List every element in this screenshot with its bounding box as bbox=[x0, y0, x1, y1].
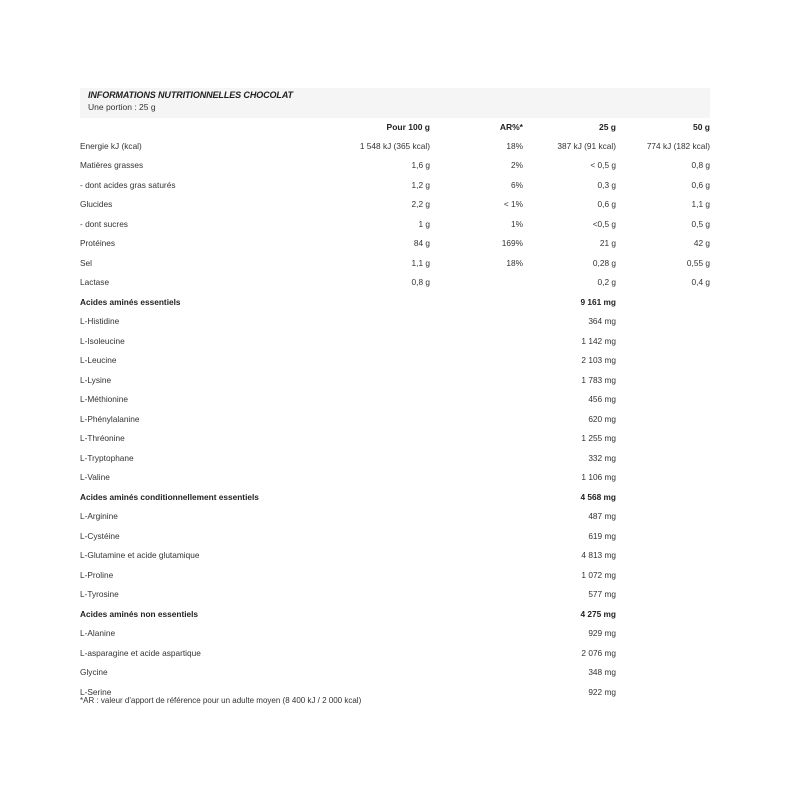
row-label: Sel bbox=[80, 257, 92, 268]
cell-ar: 1% bbox=[511, 218, 523, 229]
cell-ar: 2% bbox=[511, 160, 523, 171]
cell-50g bbox=[616, 565, 710, 585]
table-row bbox=[80, 624, 710, 644]
cell-25g: 577 mg bbox=[588, 589, 616, 600]
table-row bbox=[80, 175, 710, 195]
table-row bbox=[80, 331, 710, 351]
table-row bbox=[80, 468, 710, 488]
cell-ar: < 1% bbox=[503, 199, 523, 210]
cell-25g: 0,3 g bbox=[597, 179, 616, 190]
cell-25g: 1 106 mg bbox=[581, 472, 616, 483]
cell-50g bbox=[616, 507, 710, 527]
cell-per100 bbox=[345, 390, 430, 410]
cell-per100 bbox=[345, 468, 430, 488]
cell-50g bbox=[616, 663, 710, 683]
section-row bbox=[80, 292, 710, 312]
cell-ar bbox=[430, 663, 523, 683]
table-row bbox=[80, 585, 710, 605]
cell-ar bbox=[430, 409, 523, 429]
cell-25g: 0,6 g bbox=[597, 199, 616, 210]
row-label: L-Phénylalanine bbox=[80, 413, 140, 424]
cell-per100 bbox=[345, 370, 430, 390]
cell-50g bbox=[616, 624, 710, 644]
cell-50g bbox=[616, 526, 710, 546]
cell-per100: 1 g bbox=[418, 218, 430, 229]
cell-ar bbox=[430, 351, 523, 371]
cell-per100 bbox=[345, 409, 430, 429]
table-row bbox=[80, 507, 710, 527]
cell-ar bbox=[430, 292, 523, 312]
table-row bbox=[80, 370, 710, 390]
cell-per100 bbox=[345, 487, 430, 507]
column-header-50g: 50 g bbox=[692, 122, 710, 132]
cell-25g: 0,2 g bbox=[597, 277, 616, 288]
cell-50g bbox=[616, 429, 710, 449]
cell-25g: 1 255 mg bbox=[581, 433, 616, 444]
nutrition-table bbox=[80, 118, 710, 702]
cell-ar bbox=[430, 585, 523, 605]
cell-per100 bbox=[345, 663, 430, 683]
cell-per100 bbox=[345, 643, 430, 663]
column-header-25g: 25 g bbox=[598, 122, 616, 132]
cell-ar bbox=[430, 331, 523, 351]
row-label: L-Proline bbox=[80, 569, 114, 580]
cell-ar: 169% bbox=[501, 238, 523, 249]
table-row bbox=[80, 195, 710, 215]
row-label: L-Isoleucine bbox=[80, 335, 125, 346]
cell-ar bbox=[430, 312, 523, 332]
cell-50g bbox=[616, 331, 710, 351]
table-row bbox=[80, 351, 710, 371]
cell-ar bbox=[430, 624, 523, 644]
cell-50g bbox=[616, 585, 710, 605]
cell-ar bbox=[430, 468, 523, 488]
cell-per100 bbox=[345, 448, 430, 468]
cell-per100 bbox=[345, 565, 430, 585]
cell-50g bbox=[616, 312, 710, 332]
row-label: Glucides bbox=[80, 199, 113, 210]
cell-ar bbox=[430, 370, 523, 390]
cell-25g: 922 mg bbox=[588, 686, 616, 697]
column-header-label bbox=[80, 118, 345, 136]
cell-50g bbox=[616, 292, 710, 312]
cell-50g: 0,5 g bbox=[691, 218, 710, 229]
row-label: Acides aminés non essentiels bbox=[80, 608, 199, 619]
row-label: L-Méthionine bbox=[80, 394, 128, 405]
cell-25g: 9 161 mg bbox=[580, 296, 616, 307]
cell-25g: 1 783 mg bbox=[581, 374, 616, 385]
row-label: L-Tyrosine bbox=[80, 589, 119, 600]
cell-50g bbox=[616, 487, 710, 507]
table-title: INFORMATIONS NUTRITIONNELLES CHOCOLAT bbox=[88, 90, 293, 100]
cell-25g: 332 mg bbox=[588, 452, 616, 463]
cell-50g bbox=[616, 643, 710, 663]
cell-25g: 364 mg bbox=[588, 316, 616, 327]
row-label: L-Valine bbox=[80, 472, 110, 483]
table-row bbox=[80, 663, 710, 683]
table-body bbox=[80, 136, 710, 702]
cell-ar bbox=[430, 390, 523, 410]
serving-size: Une portion : 25 g bbox=[88, 102, 156, 112]
cell-per100: 1,2 g bbox=[411, 179, 430, 190]
cell-per100 bbox=[345, 585, 430, 605]
row-label: L-asparagine et acide aspartique bbox=[80, 647, 201, 658]
cell-50g bbox=[616, 546, 710, 566]
cell-per100 bbox=[345, 312, 430, 332]
row-label: L-Alanine bbox=[80, 628, 116, 639]
cell-25g: 1 072 mg bbox=[581, 569, 616, 580]
cell-ar bbox=[430, 487, 523, 507]
row-label: - dont sucres bbox=[80, 218, 128, 229]
cell-25g: 4 275 mg bbox=[580, 608, 616, 619]
cell-25g: 2 103 mg bbox=[581, 355, 616, 366]
table-header-band bbox=[80, 88, 710, 118]
cell-ar bbox=[430, 604, 523, 624]
cell-per100 bbox=[345, 331, 430, 351]
cell-ar bbox=[430, 429, 523, 449]
cell-ar bbox=[430, 526, 523, 546]
cell-per100: 2,2 g bbox=[411, 199, 430, 210]
cell-per100: 1,1 g bbox=[411, 257, 430, 268]
cell-50g bbox=[616, 682, 710, 702]
cell-25g: 456 mg bbox=[588, 394, 616, 405]
cell-ar bbox=[430, 643, 523, 663]
cell-50g: 0,6 g bbox=[691, 179, 710, 190]
cell-50g bbox=[616, 468, 710, 488]
cell-25g: < 0,5 g bbox=[590, 160, 616, 171]
row-label: Protéines bbox=[80, 238, 116, 249]
row-label: L-Histidine bbox=[80, 316, 120, 327]
cell-ar bbox=[430, 546, 523, 566]
cell-per100 bbox=[345, 526, 430, 546]
cell-50g bbox=[616, 409, 710, 429]
cell-25g: 21 g bbox=[599, 238, 616, 249]
cell-ar bbox=[430, 448, 523, 468]
row-label: Acides aminés essentiels bbox=[80, 296, 181, 307]
row-label: L-Leucine bbox=[80, 355, 117, 366]
table-row bbox=[80, 429, 710, 449]
cell-25g: 619 mg bbox=[588, 530, 616, 541]
row-label: Energie kJ (kcal) bbox=[80, 140, 142, 151]
cell-25g: 620 mg bbox=[588, 413, 616, 424]
footnote: *AR : valeur d'apport de référence pour un adulte moyen (8 400 kJ / 2 000 kcal) bbox=[80, 696, 362, 705]
cell-per100 bbox=[345, 624, 430, 644]
cell-25g: 387 kJ (91 kcal) bbox=[557, 140, 616, 151]
cell-per100: 1 548 kJ (365 kcal) bbox=[359, 140, 430, 151]
table-row bbox=[80, 234, 710, 254]
cell-per100 bbox=[345, 546, 430, 566]
table-row bbox=[80, 136, 710, 156]
row-label: L-Lysine bbox=[80, 374, 112, 385]
table-row bbox=[80, 643, 710, 663]
cell-50g: 0,4 g bbox=[691, 277, 710, 288]
cell-50g: 0,8 g bbox=[691, 160, 710, 171]
table-row bbox=[80, 546, 710, 566]
row-label: Matières grasses bbox=[80, 160, 144, 171]
section-row bbox=[80, 487, 710, 507]
cell-per100 bbox=[345, 429, 430, 449]
table-row bbox=[80, 409, 710, 429]
cell-per100: 0,8 g bbox=[411, 277, 430, 288]
cell-25g: 487 mg bbox=[588, 511, 616, 522]
table-row bbox=[80, 156, 710, 176]
cell-ar bbox=[430, 507, 523, 527]
nutrition-panel bbox=[80, 88, 710, 702]
table-row bbox=[80, 214, 710, 234]
table-row bbox=[80, 273, 710, 293]
cell-per100 bbox=[345, 604, 430, 624]
cell-50g bbox=[616, 604, 710, 624]
table-row bbox=[80, 390, 710, 410]
cell-25g: 1 142 mg bbox=[581, 335, 616, 346]
cell-50g: 0,55 g bbox=[686, 257, 710, 268]
cell-ar: 18% bbox=[506, 140, 523, 151]
row-label: - dont acides gras saturés bbox=[80, 179, 176, 190]
cell-50g bbox=[616, 351, 710, 371]
column-header-row bbox=[80, 118, 710, 136]
cell-25g: 4 568 mg bbox=[580, 491, 616, 502]
row-label: Acides aminés conditionnellement essentiels bbox=[80, 491, 259, 502]
table-row bbox=[80, 448, 710, 468]
cell-ar: 18% bbox=[506, 257, 523, 268]
cell-per100: 84 g bbox=[413, 238, 430, 249]
table-row bbox=[80, 253, 710, 273]
cell-50g: 774 kJ (182 kcal) bbox=[646, 140, 710, 151]
cell-per100 bbox=[345, 507, 430, 527]
cell-ar bbox=[430, 273, 523, 293]
table-row bbox=[80, 526, 710, 546]
cell-per100 bbox=[345, 351, 430, 371]
cell-ar bbox=[430, 682, 523, 702]
row-label: L-Thréonine bbox=[80, 433, 125, 444]
cell-per100 bbox=[345, 292, 430, 312]
row-label: L-Tryptophane bbox=[80, 452, 134, 463]
column-header-ar: AR%* bbox=[499, 122, 523, 132]
cell-50g bbox=[616, 390, 710, 410]
row-label: L-Serine bbox=[80, 686, 112, 697]
cell-25g: <0,5 g bbox=[592, 218, 616, 229]
cell-25g: 929 mg bbox=[588, 628, 616, 639]
table-row bbox=[80, 312, 710, 332]
column-header-per100: Pour 100 g bbox=[386, 122, 430, 132]
cell-25g: 4 813 mg bbox=[581, 550, 616, 561]
cell-50g bbox=[616, 448, 710, 468]
row-label: Lactase bbox=[80, 277, 110, 288]
row-label: L-Cystéine bbox=[80, 530, 120, 541]
cell-50g: 42 g bbox=[693, 238, 710, 249]
cell-ar bbox=[430, 565, 523, 585]
cell-25g: 2 076 mg bbox=[581, 647, 616, 658]
cell-50g bbox=[616, 370, 710, 390]
section-row bbox=[80, 604, 710, 624]
cell-per100: 1,6 g bbox=[411, 160, 430, 171]
cell-25g: 0,28 g bbox=[592, 257, 616, 268]
cell-ar: 6% bbox=[511, 179, 523, 190]
row-label: L-Glutamine et acide glutamique bbox=[80, 550, 200, 561]
cell-50g: 1,1 g bbox=[691, 199, 710, 210]
table-row bbox=[80, 565, 710, 585]
row-label: L-Arginine bbox=[80, 511, 118, 522]
row-label: Glycine bbox=[80, 667, 108, 678]
cell-25g: 348 mg bbox=[588, 667, 616, 678]
